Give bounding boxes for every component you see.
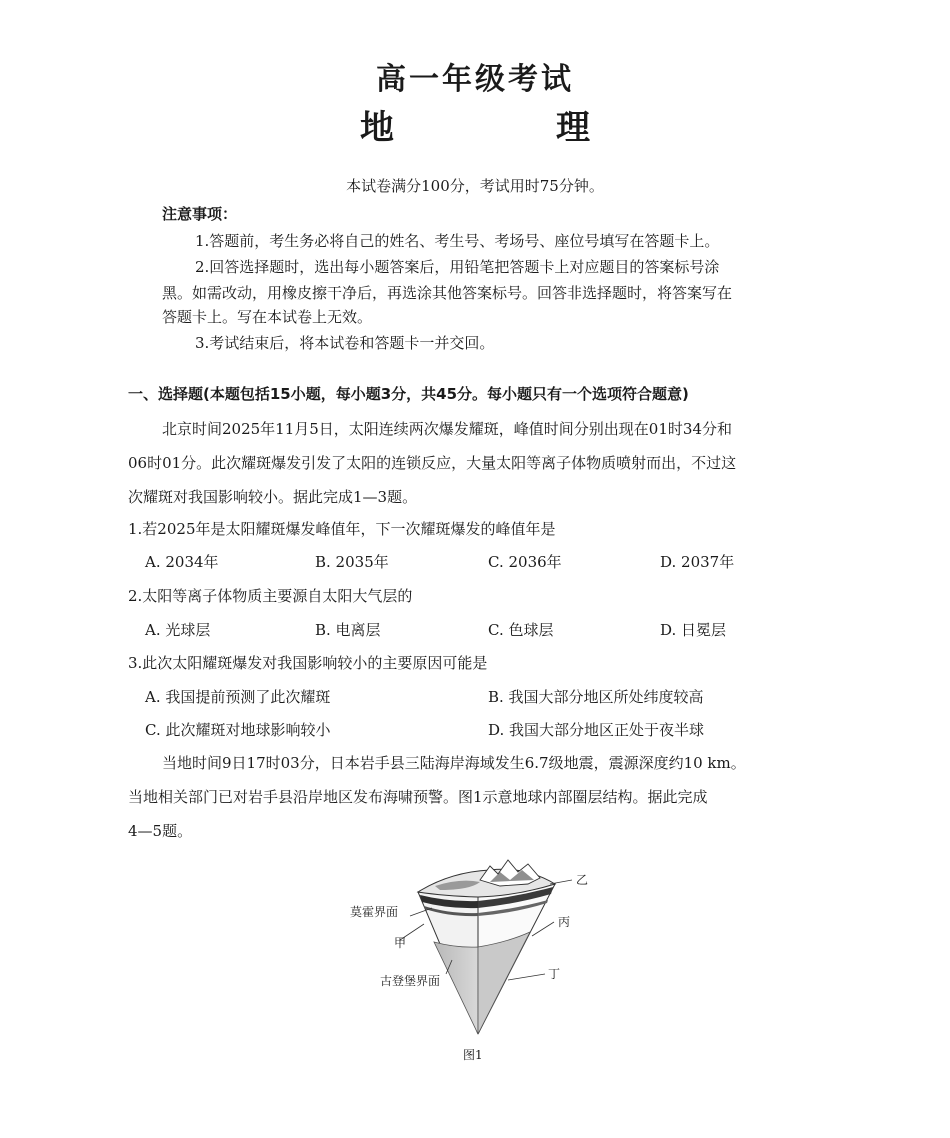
question-option: C. 此次耀斑对地球影响较小 [145,721,331,739]
notice-line: 答题卡上。写在本试卷上无效。 [162,308,373,326]
exam-intro: 本试卷满分100分，考试用时75分钟。 [346,177,604,195]
label-yi: 乙 [576,873,589,887]
label-ding: 丁 [548,967,561,981]
passage-line: 北京时间2025年11月5日，太阳连续两次爆发耀斑，峰值时间分别出现在01时34分和 [162,420,732,438]
question-stem: 3.此次太阳耀斑爆发对我国影响较小的主要原因可能是 [128,654,488,672]
notice-line: 1.答题前，考生务必将自己的姓名、考生号、考场号、座位号填写在答题卡上。 [195,232,720,250]
question-option: A. 光球层 [145,621,211,639]
label-moho: 莫霍界面 [350,905,399,919]
question-option: D. 2037年 [660,553,735,571]
earth-structure-diagram [340,852,610,1042]
question-option: B. 2035年 [315,553,389,571]
passage-line: 当地时间9日17时03分，日本岩手县三陆海岸海域发生6.7级地震，震源深度约10 km。 [162,754,746,772]
question-option: D. 我国大部分地区正处于夜半球 [488,721,705,739]
question-option: C. 色球层 [488,621,554,639]
label-bing: 丙 [558,915,571,929]
subject-title: 地 理 [360,108,654,148]
exam-title: 高一年级考试 [376,62,574,97]
question-option: A. 我国提前预测了此次耀斑 [145,688,331,706]
question-stem: 2.太阳等离子体物质主要源自太阳大气层的 [128,587,413,605]
label-jia: 甲 [394,936,407,950]
notice-line: 黑。如需改动，用橡皮擦干净后，再选涂其他答案标号。回答非选择题时，将答案写在 [162,284,733,302]
section-heading: 一、选择题(本题包括15小题，每小题3分，共45分。每小题只有一个选项符合题意) [128,385,689,403]
passage-line: 06时01分。此次耀斑爆发引发了太阳的连锁反应，大量太阳等离子体物质喷射而出，不过这 [128,454,737,472]
question-stem: 1.若2025年是太阳耀斑爆发峰值年，下一次耀斑爆发的峰值年是 [128,520,556,538]
question-option: C. 2036年 [488,553,562,571]
passage-line: 当地相关部门已对岩手县沿岸地区发布海啸预警。图1示意地球内部圈层结构。据此完成 [128,788,708,806]
question-option: B. 电离层 [315,621,381,639]
notice-line: 2.回答选择题时，选出每小题答案后，用铅笔把答题卡上对应题目的答案标号涂 [195,258,720,276]
question-option: A. 2034年 [145,553,219,571]
passage-line: 次耀斑对我国影响较小。据此完成1—3题。 [128,488,418,506]
label-gutenberg: 古登堡界面 [380,974,441,988]
notice-heading: 注意事项： [162,205,238,223]
question-option: D. 日冕层 [660,621,727,639]
passage-line: 4—5题。 [128,822,193,840]
figure-caption: 图1 [463,1048,483,1062]
question-option: B. 我国大部分地区所处纬度较高 [488,688,704,706]
notice-line: 3.考试结束后，将本试卷和答题卡一并交回。 [195,334,495,352]
